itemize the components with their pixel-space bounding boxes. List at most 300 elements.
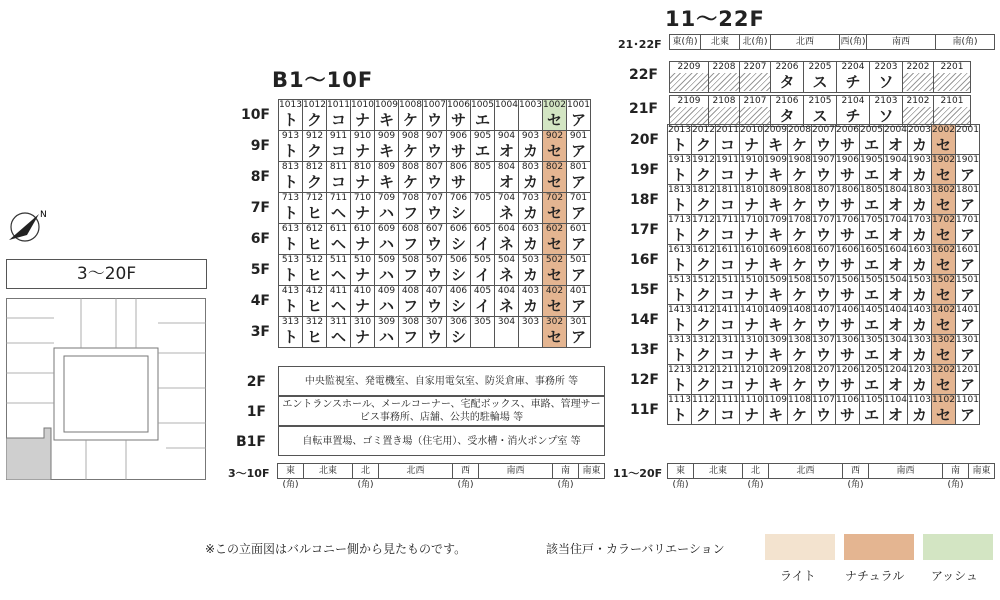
unit-type: ア [570,173,586,191]
unit-type [903,73,933,91]
unit-number: 1705 [860,215,883,225]
low-floor-label: 10F [240,107,270,123]
unit-type: キ [767,196,783,214]
unit-number: 1613 [668,245,691,255]
unit-cell [932,395,956,425]
unit-type: エ [863,256,879,274]
unit-type: ケ [791,256,807,274]
unit-cell [668,395,692,425]
unit-cell [788,365,812,395]
unit-number: 1706 [836,215,859,225]
high-floor-label: 13F [629,342,659,358]
unit-number: 809 [377,162,396,172]
unit-type: コ [719,136,735,154]
unit-type: ア [570,235,586,253]
unit-number: 1901 [956,155,979,165]
unit-number: 302 [545,317,564,327]
unit-type: ト [671,376,687,394]
unit-type: カ [911,136,927,154]
unit-number: 1305 [860,335,883,345]
unit-cell [956,155,980,185]
unit-type: ナ [743,136,759,154]
unit-number: 2201 [940,62,964,72]
low-floor-row [279,100,591,131]
unit-cell [812,245,836,275]
unit-cell [423,255,447,286]
high-floor-row [668,245,980,275]
unit-number: 804 [497,162,516,172]
unit-number: 2003 [908,125,931,135]
direction-cell: 西(角) [453,464,479,478]
unit-cell [836,365,860,395]
low-floor-row [279,317,591,348]
unit-type: イ [474,266,490,284]
unit-cell [884,185,908,215]
unit-cell [668,365,692,395]
unit-cell [495,255,519,286]
unit-number: 806 [449,162,468,172]
unit-type: ク [695,406,711,424]
unit-number: 2107 [743,96,767,106]
unit-cell [740,155,764,185]
unit-cell [495,224,519,255]
unit-cell [870,62,903,92]
unit-cell [692,395,716,425]
unit-type: ア [570,111,586,129]
direction-cell: 南(角) [553,464,579,478]
unit-cell [692,125,716,155]
unit-number: 711 [329,193,348,203]
unit-cell [279,162,303,193]
unit-number: 1806 [836,185,859,195]
unit-number: 1401 [956,305,979,315]
unit-cell [423,131,447,162]
unit-number: 1310 [740,335,763,345]
low-directions-row [277,463,605,490]
unit-cell [692,335,716,365]
unit-number: 1712 [692,215,715,225]
unit-cell [327,286,351,317]
unit-cell [447,100,471,131]
low-block-title: B1～10F [272,68,374,92]
high-upper-floor-row [669,61,971,93]
unit-number: 301 [569,317,588,327]
unit-cell [908,335,932,365]
unit-number: 1101 [956,395,979,405]
unit-number: 1002 [543,100,566,110]
unit-cell [934,96,970,126]
unit-number: 1509 [764,275,787,285]
unit-cell [495,286,519,317]
unit-cell [771,96,804,126]
legend-label-natural: ナチュラル [845,569,905,583]
unit-type: ナ [354,297,370,315]
high-floor-label: 12F [629,372,659,388]
low-floor-label: 5F [250,262,270,278]
unit-number: 1813 [668,185,691,195]
unit-cell [932,365,956,395]
direction-cell: 東(角) [278,464,304,478]
unit-cell [860,365,884,395]
unit-type: セ [935,166,951,184]
unit-cell [764,305,788,335]
svg-text:N: N [40,210,47,220]
unit-type: ウ [815,226,831,244]
high-floor-row [668,215,980,245]
unit-number: 1903 [908,155,931,165]
unit-number: 907 [425,131,444,141]
unit-number: 1204 [884,365,907,375]
unit-cell [692,245,716,275]
unit-type: セ [935,256,951,274]
unit-type: キ [767,376,783,394]
keyplan-floor-plan [6,298,206,480]
unit-cell [764,395,788,425]
unit-cell [884,365,908,395]
unit-cell [836,125,860,155]
unit-number: 605 [473,224,492,234]
unit-type: ア [959,226,975,244]
unit-cell [709,96,740,126]
high-top-directions-row [669,34,995,50]
unit-cell [812,305,836,335]
unit-cell [740,215,764,245]
unit-number: 1111 [716,395,739,405]
unit-cell [908,275,932,305]
unit-type: ク [695,136,711,154]
unit-number: 1413 [668,305,691,315]
unit-type: ア [959,346,975,364]
unit-number: 1210 [740,365,763,375]
unit-type: ナ [743,346,759,364]
unit-number: 1812 [692,185,715,195]
unit-type: ナ [743,286,759,304]
unit-number: 512 [305,255,324,265]
unit-cell [812,335,836,365]
unit-cell [764,365,788,395]
unit-cell [327,131,351,162]
unit-number: 1106 [836,395,859,405]
unit-type: ソ [878,107,894,125]
unit-cell [327,162,351,193]
unit-cell [567,255,591,286]
unit-number: 1503 [908,275,931,285]
unit-number: 501 [569,255,588,265]
unit-type: カ [522,297,538,315]
unit-cell [327,317,351,348]
unit-type: コ [719,376,735,394]
unit-type: ケ [791,346,807,364]
unit-cell [860,275,884,305]
unit-cell [519,131,543,162]
unit-number: 1407 [812,305,835,315]
direction-cell: 北西 [771,35,840,49]
unit-number: 1312 [692,335,715,345]
high-directions-label: 11～20F [613,467,663,480]
unit-type: シ [450,235,466,253]
unit-number: 309 [377,317,396,327]
unit-type: ネ [498,266,514,284]
high-floor-label: 19F [629,162,659,178]
unit-number: 610 [353,224,372,234]
unit-type: ケ [402,111,418,129]
unit-cell [351,255,375,286]
unit-cell [812,185,836,215]
direction-cell: 南(角) [952,37,978,47]
unit-cell [788,185,812,215]
unit-cell [375,131,399,162]
unit-number: 1505 [860,275,883,285]
low-note-row: 自転車置場、ゴミ置き場（住宅用）、受水槽・消火ポンプ室 等 [278,426,605,456]
unit-cell [471,193,495,224]
unit-cell [740,185,764,215]
unit-cell [543,317,567,348]
unit-number: 1113 [668,395,691,405]
unit-type: ウ [815,286,831,304]
high-top-directions-label: 21･22F [618,38,662,51]
unit-type: ナ [354,235,370,253]
high-floor-row [668,335,980,365]
unit-cell [908,245,932,275]
unit-type: フ [402,266,418,284]
unit-number: 1102 [932,395,955,405]
unit-cell [471,100,495,131]
unit-cell [567,224,591,255]
unit-cell [860,155,884,185]
unit-cell [279,224,303,255]
unit-type: ヘ [330,297,346,315]
unit-type: オ [887,136,903,154]
unit-number: 1306 [836,335,859,345]
unit-number: 505 [473,255,492,265]
unit-type: セ [935,316,951,334]
unit-cell [956,395,980,425]
unit-type: セ [935,196,951,214]
unit-number: 903 [521,131,540,141]
unit-cell [788,395,812,425]
unit-cell [668,155,692,185]
unit-number: 805 [473,162,492,172]
unit-cell [836,185,860,215]
unit-type: ト [671,226,687,244]
unit-cell [908,125,932,155]
unit-number: 905 [473,131,492,141]
unit-number: 1605 [860,245,883,255]
unit-type: ト [671,136,687,154]
unit-type: ア [570,266,586,284]
unit-cell [804,62,837,92]
unit-type: エ [474,111,490,129]
unit-cell [860,185,884,215]
unit-number: 1805 [860,185,883,195]
unit-type: ナ [743,316,759,334]
unit-type [670,107,708,125]
unit-type: サ [839,256,855,274]
unit-number: 1308 [788,335,811,345]
unit-type: ト [671,256,687,274]
unit-type: オ [887,166,903,184]
unit-cell [932,125,956,155]
unit-number: 713 [281,193,300,203]
unit-number: 606 [449,224,468,234]
unit-cell [771,62,804,92]
unit-type: カ [522,142,538,160]
high-floor-label: 11F [629,402,659,418]
unit-type: ネ [498,297,514,315]
unit-type: コ [330,111,346,129]
unit-type: サ [450,173,466,191]
unit-type: エ [863,346,879,364]
low-floor-label: 8F [250,169,270,185]
unit-cell [836,305,860,335]
high-floor-row [668,185,980,215]
unit-type: セ [546,235,562,253]
unit-number: 1703 [908,215,931,225]
unit-cell [543,224,567,255]
unit-type: ナ [743,376,759,394]
unit-cell [351,193,375,224]
unit-cell [788,335,812,365]
unit-type: コ [719,196,735,214]
unit-type: ヒ [306,266,322,284]
unit-type: ア [570,328,586,346]
unit-type: ア [959,376,975,394]
unit-cell [884,125,908,155]
unit-cell [788,215,812,245]
unit-cell [836,335,860,365]
unit-type: セ [546,142,562,160]
unit-number: 1009 [375,100,398,110]
unit-type: ネ [498,204,514,222]
unit-type [495,111,518,129]
unit-type: ケ [791,286,807,304]
unit-type: ト [671,316,687,334]
unit-cell [519,255,543,286]
unit-cell [567,100,591,131]
high-directions-row [667,463,995,490]
unit-type: カ [911,256,927,274]
unit-number: 608 [401,224,420,234]
low-floor-label: 4F [250,293,270,309]
direction-cell: 北西 [379,464,453,478]
unit-cell [740,365,764,395]
unit-type: エ [863,316,879,334]
unit-number: 1609 [764,245,787,255]
unit-cell [908,185,932,215]
unit-type [903,107,933,125]
unit-number: 1109 [764,395,787,405]
north-arrow-icon [4,205,50,245]
unit-cell [399,162,423,193]
unit-number: 813 [281,162,300,172]
unit-number: 1612 [692,245,715,255]
unit-number: 807 [425,162,444,172]
unit-number: 1809 [764,185,787,195]
unit-number: 1010 [351,100,374,110]
unit-number: 2009 [764,125,787,135]
unit-cell [956,215,980,245]
unit-cell [399,286,423,317]
unit-number: 1302 [932,335,955,345]
unit-cell [399,100,423,131]
unit-number: 1603 [908,245,931,255]
unit-type: ナ [354,173,370,191]
unit-cell [740,245,764,275]
unit-type: ア [570,142,586,160]
unit-type: ウ [426,173,442,191]
unit-cell [740,275,764,305]
unit-cell [670,62,709,92]
unit-cell [908,365,932,395]
direction-cell: 北(角) [740,35,771,49]
unit-number: 411 [329,286,348,296]
unit-type: ナ [743,196,759,214]
unit-type: コ [719,256,735,274]
unit-type: ア [959,316,975,334]
unit-number: 909 [377,131,396,141]
unit-number: 1007 [423,100,446,110]
unit-number: 1005 [471,100,494,110]
unit-cell [812,125,836,155]
unit-type: タ [779,107,795,125]
unit-number: 803 [521,162,540,172]
legend-label-ash: アッシュ [931,569,978,583]
unit-number: 604 [497,224,516,234]
unit-number: 1403 [908,305,931,315]
unit-type: キ [767,316,783,334]
unit-cell [543,286,567,317]
direction-cell: 東(角) [668,464,694,478]
unit-number: 409 [377,286,396,296]
direction-cell: 北東 [701,35,740,49]
unit-type: ヘ [330,266,346,284]
unit-cell [519,162,543,193]
unit-number: 1904 [884,155,907,165]
unit-cell [716,305,740,335]
unit-cell [668,125,692,155]
unit-cell [716,155,740,185]
unit-number: 307 [425,317,444,327]
unit-type: セ [546,173,562,191]
unit-type: サ [839,406,855,424]
unit-type: ト [671,286,687,304]
unit-cell [764,245,788,275]
unit-number: 1907 [812,155,835,165]
unit-number: 1908 [788,155,811,165]
unit-number: 1208 [788,365,811,375]
unit-number: 603 [521,224,540,234]
unit-number: 502 [545,255,564,265]
unit-type: サ [839,376,855,394]
unit-type: シ [450,328,466,346]
direction-cell: 南東 [972,466,991,476]
unit-type: ア [570,204,586,222]
unit-number: 1313 [668,335,691,345]
unit-type: ナ [743,166,759,184]
unit-number: 1511 [716,275,739,285]
unit-type: フ [402,204,418,222]
unit-number: 304 [497,317,516,327]
low-note-floor-label: 2F [246,374,266,390]
unit-type: ソ [878,73,894,91]
unit-type: サ [839,136,855,154]
unit-type: ア [959,406,975,424]
unit-type: オ [887,406,903,424]
unit-number: 2109 [677,96,701,106]
unit-number: 2008 [788,125,811,135]
unit-type: カ [911,376,927,394]
unit-number: 306 [449,317,468,327]
